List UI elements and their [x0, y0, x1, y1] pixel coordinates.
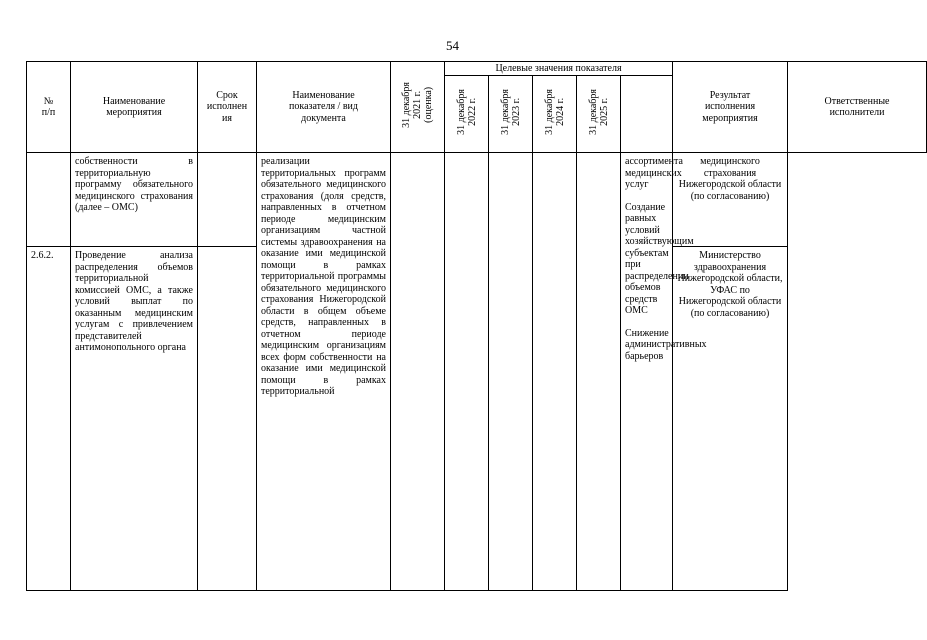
- row-a-name: собственности в территориальную программу обязательного медицинского страхования (далее – ОМС): [71, 153, 198, 247]
- row-b-responsible: Министерство здравоохранения Нижегородской области, УФАС по Нижегородской области (по согласованию): [673, 247, 788, 591]
- value-2023: [489, 153, 533, 591]
- row-b-num: 2.6.2.: [27, 247, 71, 591]
- header-num: № п/п: [27, 62, 71, 153]
- table-row-a: [27, 153, 927, 247]
- row-b-name: Проведение анализа распределения объемов территориальной комиссией ОМС, а также условий выплат по оказанным медицинским услугам с привлечением представителей антимонопольного органа: [71, 247, 198, 591]
- header-indicator-name: Наименование показателя / вид документа: [257, 62, 391, 153]
- header-2022: 31 декабря 2022 г.: [445, 76, 489, 153]
- value-2022: [445, 153, 489, 591]
- row-a-deadline: [198, 153, 257, 247]
- row-a-num: [27, 153, 71, 247]
- value-2025: [577, 153, 621, 591]
- page-number: 54: [446, 38, 459, 53]
- header-2021: 31 декабря 2021 г. (оценка): [391, 62, 445, 153]
- result-cell: ассортимента медицинских услуг Создание равных условий хозяйствующим субъектам при распределении объемов средств ОМС Снижение административных барьеров: [621, 153, 673, 591]
- header-result: Результат исполнения мероприятия: [673, 62, 788, 153]
- header-2025: 31 декабря 2025 г.: [577, 76, 621, 153]
- header-target-values: Целевые значения показателя: [445, 62, 673, 76]
- header-2023: 31 декабря 2023 г.: [489, 76, 533, 153]
- measures-table: [26, 61, 927, 591]
- header-deadline: Срок исполнен ия: [198, 62, 257, 153]
- header-row: [27, 62, 927, 76]
- value-2021: [391, 153, 445, 591]
- row-a-responsible: медицинского страхования Нижегородской области (по согласованию): [673, 153, 788, 247]
- row-b-deadline: [198, 247, 257, 591]
- indicator-cell: реализации территориальных программ обязательного медицинского страхования (доля средств, направленных в отчетном периоде медицинским организациям частной системы здравоохранения на оказание ими медицинской помощи в рамках территориальной программы обязательного медицинского страхования Нижегородской области в общем объеме средств, направленных в отчетном периоде медицинским организациям всех форм собственности на оказание ими медицинской помощи в рамках территориальной: [257, 153, 391, 591]
- header-measure-name: Наименование мероприятия: [71, 62, 198, 153]
- header-2024: 31 декабря 2024 г.: [533, 76, 577, 153]
- value-2024: [533, 153, 577, 591]
- header-responsible: Ответственные исполнители: [788, 62, 927, 153]
